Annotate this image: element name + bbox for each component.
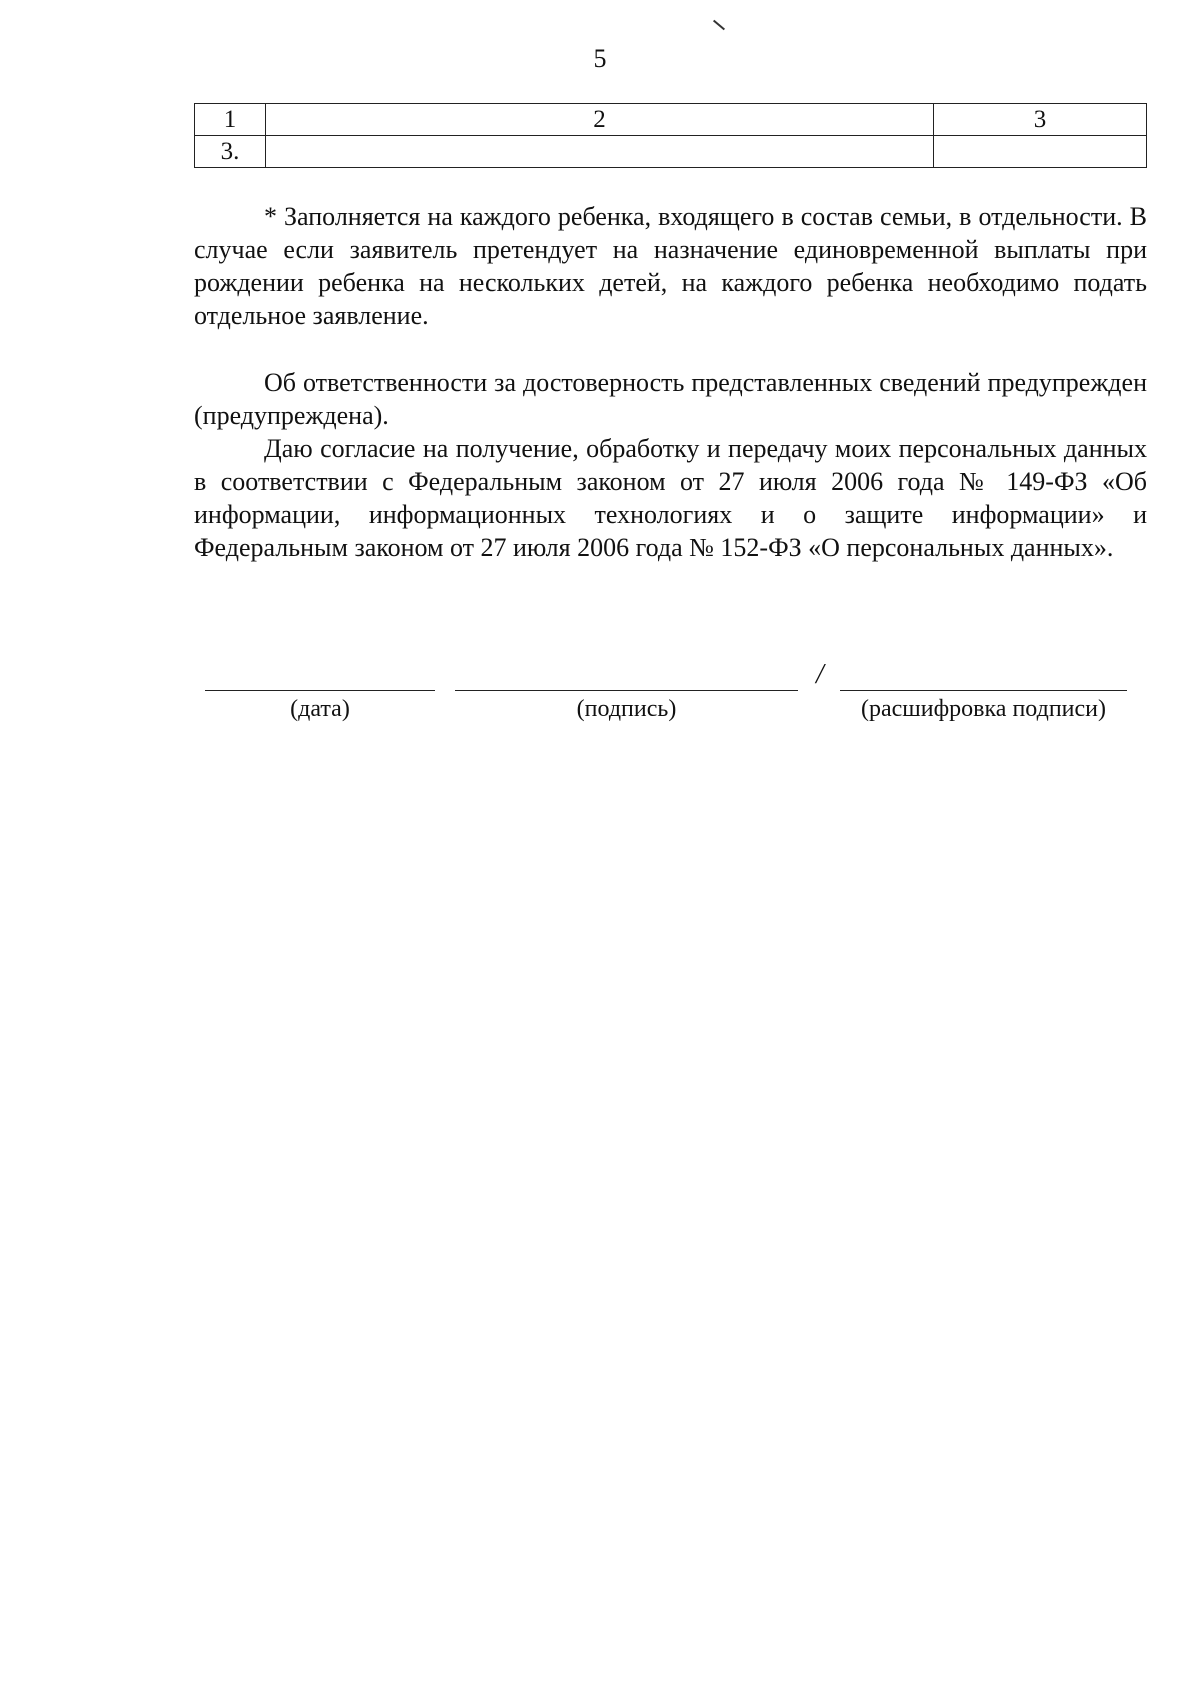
transcript-caption: (расшифровка подписи) [861, 696, 1106, 722]
declaration [194, 366, 1147, 564]
transcript-line [840, 690, 1127, 691]
date-line [205, 690, 435, 691]
table-cell-extra [934, 136, 1147, 168]
table-cell-child-info [266, 136, 934, 168]
signature-slash: / [816, 659, 824, 690]
signature-caption: (подпись) [576, 696, 677, 722]
table-row [195, 136, 1147, 168]
responsibility-statement: Об ответственности за достоверность представленных сведений предупрежден (предупреждена). [194, 368, 1147, 430]
table-header-row [195, 104, 1147, 136]
footnote [194, 200, 1147, 332]
consent-statement: Даю согласие на получение, обработку и передачу моих персональных данных в соответствии с Федеральным законом от 27 июля 2006 года № 149-ФЗ «Об информации, информационных технологиях и о защите информации» и Федеральным законом от 27 июля 2006 года № 152-ФЗ «О персональных данных». [194, 434, 1147, 562]
date-caption: (дата) [290, 696, 350, 722]
page-number: 5 [593, 44, 607, 73]
signature-line [455, 690, 798, 691]
footnote-text: * Заполняется на каждого ребенка, входящего в состав семьи, в отдельности. В случае если заявитель претендует на назначение единовременной выплаты при рождении ребенка на нескольких детей, на каждого ребенка необходимо подать отдельное заявление. [194, 202, 1147, 330]
table-cell-row-number: 3. [195, 136, 266, 168]
table-header-cell-2: 2 [266, 104, 934, 136]
scan-mark [713, 20, 725, 31]
children-table [194, 103, 1147, 168]
table-header-cell-1: 1 [195, 104, 266, 136]
table-header-cell-3: 3 [934, 104, 1147, 136]
